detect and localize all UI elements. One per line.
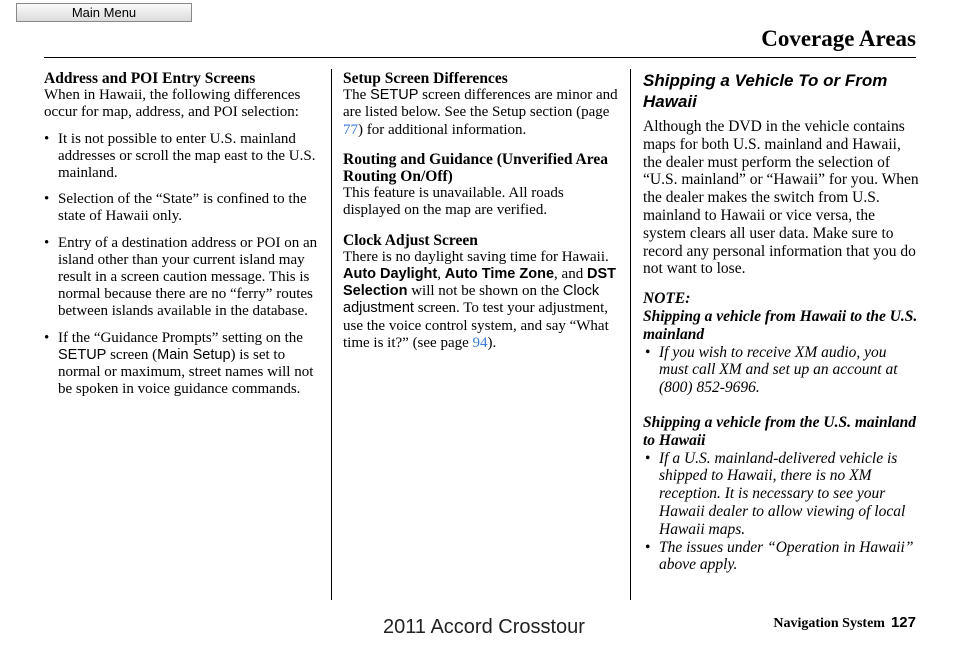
list-item: • The issues under “Operation in Hawaii” above apply.: [643, 539, 919, 575]
sub-heading: Shipping a vehicle from the U.S. mainland to Hawaii: [643, 413, 917, 449]
text: If the “Guidance Prompts” setting on the: [58, 329, 303, 346]
auto-daylight-term: Auto Daylight: [343, 266, 438, 283]
main-menu-button[interactable]: Main Menu: [16, 3, 192, 22]
text: will not be shown on the: [407, 283, 563, 300]
page-link-94[interactable]: 94: [472, 334, 488, 351]
list-item: • If a U.S. mainland-delivered vehicle is shipped to Hawaii, there is no XM reception. It is necessary to see your Hawaii dealer to allow viewing of local Hawaii maps.: [643, 450, 919, 539]
list-item: [44, 330, 322, 399]
list-item: • Entry of a destination address or POI on an island other than your current island may result in a screen caution message. This is normal because there are no “ferry” routes between islands available in the database.: [44, 235, 322, 321]
note-label: NOTE:: [643, 290, 691, 308]
paragraph: This feature is unavailable. All roads displayed on the map are verified.: [343, 185, 564, 219]
text: , and: [554, 266, 587, 283]
text: ) for additional information.: [358, 121, 527, 138]
page-title: Coverage Areas: [761, 26, 916, 51]
text: The: [343, 87, 371, 104]
setup-term: SETUP: [370, 87, 419, 104]
text: There is no daylight saving time for Hawaii.: [343, 248, 609, 265]
title-divider: [44, 57, 916, 58]
main-setup-term: Main Setup: [157, 346, 231, 363]
paragraph: [343, 87, 623, 139]
section-heading: Clock Adjust Screen: [343, 231, 478, 249]
text: ).: [487, 334, 497, 351]
column-divider: [331, 69, 332, 600]
list-item: • If you wish to receive XM audio, you must call XM and set up an account at (800) 852-9696.: [643, 344, 919, 397]
bullet-list: [643, 344, 919, 397]
column-address-poi: [44, 70, 322, 398]
auto-time-zone-term: Auto Time Zone: [444, 266, 555, 283]
list-item: • It is not possible to enter U.S. mainland addresses or scroll the map east to the U.S. mainland.: [44, 131, 322, 183]
watermark: 2011 Accord Crosstour: [383, 616, 585, 638]
text: screen (: [106, 346, 158, 363]
clock-adjustment-term: Clock adjustment: [343, 283, 600, 317]
footer-nav: [773, 614, 916, 632]
text: screen differences are minor and are listed below. See the Setup section (page: [343, 87, 618, 121]
section-heading: Address and POI Entry Screens: [44, 70, 256, 87]
section-heading: Routing and Guidance (Unverified Area Routing On/Off): [343, 150, 608, 186]
list-item: • Selection of the “State” is confined to the state of Hawaii only.: [44, 191, 322, 225]
footer-title: Navigation System: [773, 616, 885, 631]
sub-heading: Shipping a vehicle from Hawaii to the U.S. mainland: [643, 307, 918, 343]
paragraph: [343, 249, 623, 352]
paragraph: When in Hawaii, the following differences occur for map, address, and POI selection:: [44, 87, 301, 121]
column-setup-differences: [343, 70, 623, 352]
dst-selection-term: DST Selection: [343, 266, 616, 300]
section-heading: Setup Screen Differences: [343, 70, 508, 87]
text: ,: [437, 266, 445, 283]
setup-term: SETUP: [58, 346, 107, 363]
paragraph: Although the DVD in the vehicle contains maps for both U.S. mainland and Hawaii, the dealer must perform the selection of “U.S. mainland” or “Hawaii” for you. When the dealer makes the switch from U.S. mainland to Hawaii or vice versa, the system clears all user data. Make sure to record any personal information that you do not want to lose.: [643, 118, 919, 278]
section-heading: Shipping a Vehicle To or From Hawaii: [643, 71, 888, 111]
bullet-list: [643, 450, 919, 575]
column-shipping: [643, 70, 919, 574]
column-divider: [630, 69, 631, 600]
page-number: 127: [890, 614, 916, 631]
text: ) is set to normal or maximum, street names will not be spoken in voice guidance commands.: [58, 346, 314, 398]
text: screen. To test your adjustment, use the voice control system, and say “What time is it?” (see page: [343, 300, 609, 351]
page-link-77[interactable]: 77: [343, 121, 358, 138]
bullet-list: [44, 131, 322, 399]
